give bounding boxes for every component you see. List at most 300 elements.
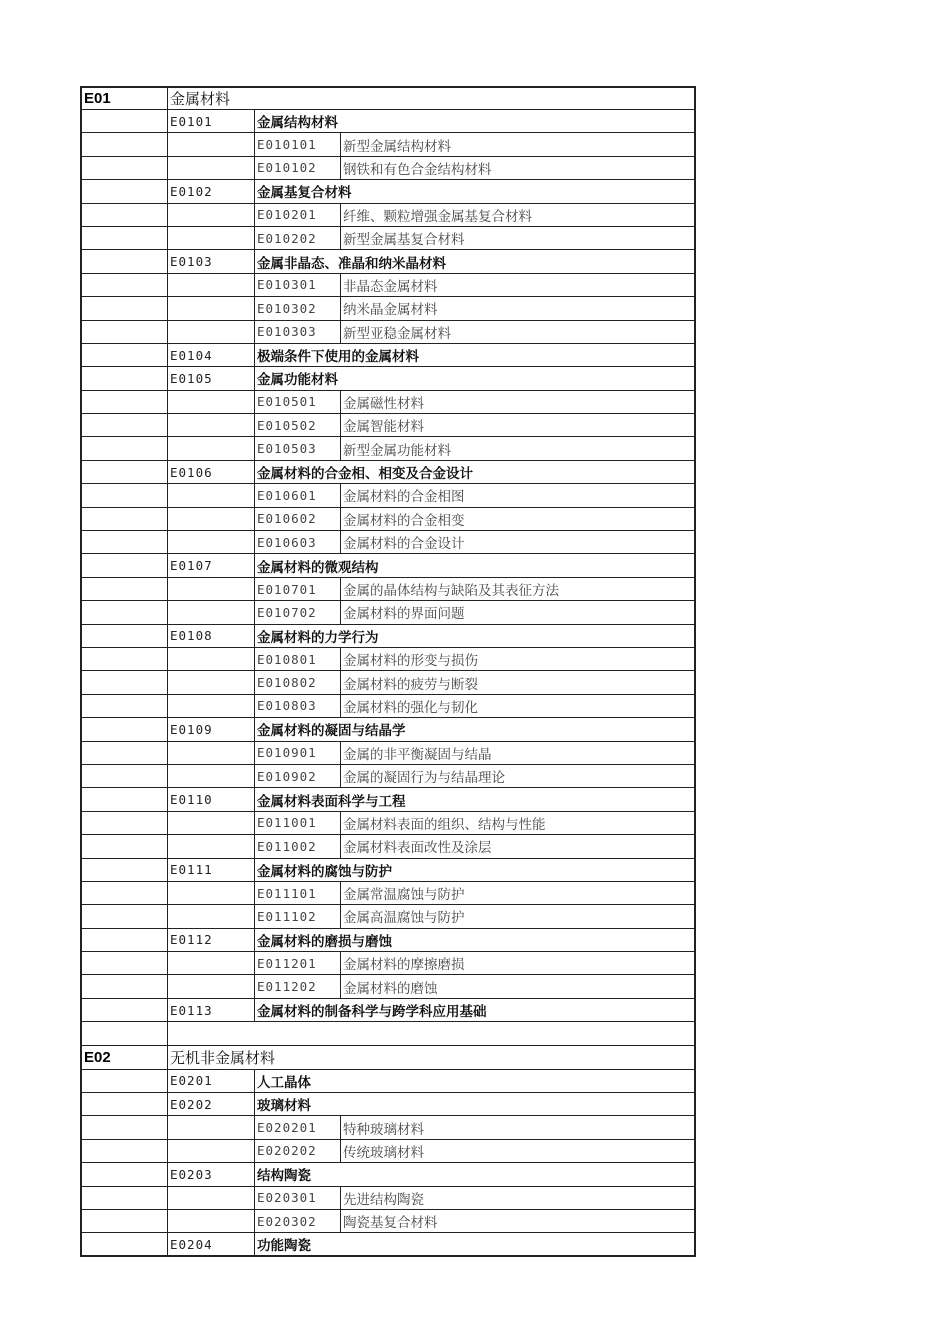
item-row <box>80 578 696 601</box>
subcategory-row <box>80 180 696 203</box>
empty-cell <box>167 157 254 179</box>
subcategory-row <box>80 929 696 952</box>
item-row <box>80 882 696 905</box>
item-code-cell-text: E011201 <box>257 955 317 971</box>
item-code-cell-text: E010101 <box>257 137 317 153</box>
item-title-cell-text: 先进结构陶瓷 <box>343 1191 424 1208</box>
item-title-cell <box>340 882 696 904</box>
empty-cell <box>167 227 254 249</box>
item-row <box>80 437 696 460</box>
empty-cell <box>80 1116 167 1138</box>
empty-cell <box>80 1022 167 1044</box>
item-title-cell <box>340 484 696 506</box>
item-code-cell-text: E010602 <box>257 511 317 527</box>
empty-cell <box>80 859 167 881</box>
blank-row <box>80 1022 696 1045</box>
item-title-cell-text: 金属材料表面的组织、结构与性能 <box>343 816 546 833</box>
item-title-cell <box>340 812 696 834</box>
empty-cell <box>167 671 254 693</box>
item-title-cell-text: 纳米晶金属材料 <box>343 302 438 319</box>
subcategory-code-cell <box>167 929 254 951</box>
item-row <box>80 742 696 765</box>
item-code-cell <box>254 321 340 343</box>
item-code-cell-text: E020302 <box>257 1213 317 1229</box>
subcategory-title-cell-text: 金属材料的力学行为 <box>257 629 379 646</box>
item-code-cell-text: E010301 <box>257 277 317 293</box>
item-title-cell-text: 新型金属功能材料 <box>343 442 451 459</box>
category-code-cell-text: E02 <box>84 1048 111 1066</box>
item-row <box>80 975 696 998</box>
item-row <box>80 1116 696 1139</box>
item-title-cell <box>340 742 696 764</box>
item-title-cell <box>340 765 696 787</box>
subcategory-row <box>80 999 696 1022</box>
item-code-cell <box>254 1116 340 1138</box>
subcategory-title-cell-text: 金属材料的微观结构 <box>257 559 379 576</box>
empty-cell <box>80 554 167 576</box>
item-code-cell <box>254 437 340 459</box>
item-title-cell-text: 金属材料的疲劳与断裂 <box>343 676 478 693</box>
empty-cell <box>80 461 167 483</box>
subcategory-row <box>80 859 696 882</box>
empty-cell <box>167 204 254 226</box>
item-row <box>80 648 696 671</box>
empty-cell <box>80 1187 167 1209</box>
subcategory-code-cell <box>167 110 254 132</box>
subcategory-code-cell <box>167 344 254 366</box>
item-code-cell <box>254 952 340 974</box>
subcategory-row <box>80 554 696 577</box>
subcategory-title-cell <box>254 180 696 202</box>
empty-cell <box>80 321 167 343</box>
item-title-cell <box>340 671 696 693</box>
empty-cell <box>80 1140 167 1162</box>
empty-cell <box>80 905 167 927</box>
subcategory-title-cell-text: 人工晶体 <box>257 1074 311 1091</box>
subcategory-title-cell-text: 金属结构材料 <box>257 115 338 132</box>
item-title-cell <box>340 1140 696 1162</box>
subcategory-title-cell <box>254 367 696 389</box>
item-row <box>80 484 696 507</box>
item-code-cell-text: E010503 <box>257 441 317 457</box>
empty-cell <box>80 367 167 389</box>
subcategory-row <box>80 788 696 811</box>
subcategory-title-cell <box>254 250 696 272</box>
item-title-cell-text: 金属的非平衡凝固与结晶 <box>343 746 492 763</box>
item-code-cell-text: E010803 <box>257 698 317 714</box>
empty-cell <box>80 1210 167 1232</box>
item-title-cell <box>340 1187 696 1209</box>
item-code-cell-text: E020202 <box>257 1143 317 1159</box>
empty-cell <box>80 344 167 366</box>
item-title-cell <box>340 508 696 530</box>
empty-cell <box>167 812 254 834</box>
subcategory-code-cell <box>167 1093 254 1115</box>
item-title-cell <box>340 531 696 553</box>
subcategory-title-cell-text: 功能陶瓷 <box>257 1238 311 1255</box>
subcategory-title-cell-text: 玻璃材料 <box>257 1098 311 1115</box>
item-code-cell-text: E010601 <box>257 487 317 503</box>
subcategory-code-cell-text: E0204 <box>170 1236 213 1252</box>
item-code-cell-text: E011101 <box>257 885 317 901</box>
item-row <box>80 812 696 835</box>
item-title-cell <box>340 297 696 319</box>
item-code-cell-text: E020301 <box>257 1190 317 1206</box>
category-title-cell-text: 金属材料 <box>170 90 231 108</box>
empty-cell <box>80 835 167 857</box>
item-title-cell <box>340 227 696 249</box>
item-title-cell <box>340 648 696 670</box>
item-code-cell <box>254 1187 340 1209</box>
item-title-cell-text: 纤维、颗粒增强金属基复合材料 <box>343 208 532 225</box>
subcategory-title-cell <box>254 999 696 1021</box>
empty-cell <box>80 765 167 787</box>
empty-cell <box>80 648 167 670</box>
empty-cell <box>80 1070 167 1092</box>
item-title-cell <box>340 975 696 997</box>
item-row <box>80 204 696 227</box>
empty-cell <box>167 391 254 413</box>
empty-cell <box>167 133 254 155</box>
category-code-cell <box>80 1046 167 1069</box>
subcategory-code-cell <box>167 554 254 576</box>
subcategory-title-cell-text: 金属材料的制备科学与跨学科应用基础 <box>257 1004 487 1021</box>
empty-cell <box>80 531 167 553</box>
subcategory-code-cell-text: E0102 <box>170 183 213 199</box>
item-code-cell <box>254 882 340 904</box>
item-code-cell-text: E010303 <box>257 324 317 340</box>
subcategory-title-cell <box>254 1233 696 1254</box>
item-title-cell <box>340 274 696 296</box>
item-title-cell-text: 新型金属结构材料 <box>343 138 451 155</box>
empty-cell <box>167 835 254 857</box>
item-code-cell <box>254 274 340 296</box>
item-code-cell <box>254 508 340 530</box>
item-title-cell-text: 金属材料的形变与损伤 <box>343 653 478 670</box>
empty-cell <box>167 765 254 787</box>
item-title-cell-text: 金属常温腐蚀与防护 <box>343 887 465 904</box>
item-row <box>80 905 696 928</box>
item-title-cell-text: 金属材料的磨蚀 <box>343 980 438 997</box>
item-code-cell <box>254 414 340 436</box>
subcategory-title-cell <box>254 929 696 951</box>
empty-cell <box>167 952 254 974</box>
subcategory-title-cell <box>254 344 696 366</box>
empty-cell <box>80 1093 167 1115</box>
item-title-cell-text: 金属高温腐蚀与防护 <box>343 910 465 927</box>
category-title-cell <box>167 88 696 109</box>
empty-cell <box>167 484 254 506</box>
item-title-cell-text: 金属材料的合金相图 <box>343 489 465 506</box>
item-title-cell <box>340 695 696 717</box>
subcategory-code-cell <box>167 625 254 647</box>
subcategory-row <box>80 461 696 484</box>
item-title-cell <box>340 1210 696 1232</box>
item-code-cell <box>254 835 340 857</box>
subcategory-code-cell-text: E0107 <box>170 558 213 574</box>
empty-cell <box>80 1163 167 1185</box>
item-title-cell-text: 金属材料的界面问题 <box>343 606 465 623</box>
empty-cell <box>80 882 167 904</box>
item-title-cell-text: 金属的凝固行为与结晶理论 <box>343 770 505 787</box>
item-title-cell-text: 金属磁性材料 <box>343 395 424 412</box>
subcategory-title-cell-text: 结构陶瓷 <box>257 1168 311 1185</box>
empty-cell <box>167 648 254 670</box>
item-row <box>80 952 696 975</box>
item-title-cell-text: 非晶态金属材料 <box>343 278 438 295</box>
item-code-cell <box>254 765 340 787</box>
subcategory-row <box>80 344 696 367</box>
item-row <box>80 601 696 624</box>
subcategory-title-cell <box>254 625 696 647</box>
category-code-cell-text: E01 <box>84 90 111 107</box>
subcategory-title-cell-text: 金属材料的合金相、相变及合金设计 <box>257 466 473 483</box>
subcategory-title-cell <box>254 554 696 576</box>
item-title-cell-text: 金属材料的合金设计 <box>343 536 465 553</box>
empty-cell <box>80 578 167 600</box>
subcategory-title-cell <box>254 1093 696 1115</box>
item-code-cell <box>254 695 340 717</box>
item-title-cell <box>340 321 696 343</box>
empty-cell <box>80 788 167 810</box>
empty-cell <box>80 297 167 319</box>
subcategory-code-cell-text: E0104 <box>170 347 213 363</box>
subcategory-code-cell-text: E0201 <box>170 1073 213 1089</box>
item-code-cell <box>254 204 340 226</box>
item-row <box>80 695 696 718</box>
item-title-cell <box>340 835 696 857</box>
item-title-cell-text: 金属的晶体结构与缺陷及其表征方法 <box>343 583 559 599</box>
empty-cell <box>167 1116 254 1138</box>
subcategory-code-cell <box>167 1163 254 1185</box>
item-row <box>80 835 696 858</box>
item-title-cell <box>340 414 696 436</box>
item-title-cell-text: 金属材料的强化与韧化 <box>343 699 478 716</box>
subcategory-code-cell <box>167 1070 254 1092</box>
subcategory-row <box>80 367 696 390</box>
item-title-cell <box>340 391 696 413</box>
item-code-cell <box>254 905 340 927</box>
empty-cell <box>167 437 254 459</box>
empty-cell <box>167 975 254 997</box>
subcategory-row <box>80 625 696 648</box>
item-title-cell-text: 陶瓷基复合材料 <box>343 1215 438 1232</box>
subcategory-code-cell <box>167 180 254 202</box>
empty-cell <box>80 391 167 413</box>
subcategory-code-cell <box>167 461 254 483</box>
category-title-cell <box>167 1046 696 1069</box>
item-code-cell <box>254 484 340 506</box>
subcategory-title-cell-text: 金属功能材料 <box>257 372 338 389</box>
item-code-cell-text: E011102 <box>257 908 317 924</box>
subcategory-code-cell-text: E0105 <box>170 370 213 386</box>
empty-cell <box>80 437 167 459</box>
empty-cell <box>167 297 254 319</box>
subcategory-title-cell <box>254 1070 696 1092</box>
subcategory-code-cell <box>167 788 254 810</box>
empty-cell <box>80 133 167 155</box>
item-code-cell <box>254 297 340 319</box>
empty-cell <box>80 180 167 202</box>
subcategory-row <box>80 718 696 741</box>
item-title-cell <box>340 1116 696 1138</box>
item-title-cell <box>340 905 696 927</box>
subcategory-code-cell <box>167 999 254 1021</box>
item-row <box>80 391 696 414</box>
item-code-cell-text: E010702 <box>257 604 317 620</box>
item-title-cell <box>340 204 696 226</box>
subcategory-title-cell-text: 金属材料的腐蚀与防护 <box>257 863 392 880</box>
subcategory-title-cell <box>254 110 696 132</box>
empty-cell <box>80 1233 167 1254</box>
item-code-cell <box>254 578 340 600</box>
empty-cell <box>80 204 167 226</box>
item-row <box>80 1210 696 1233</box>
empty-cell <box>80 110 167 132</box>
item-row <box>80 297 696 320</box>
empty-cell <box>80 812 167 834</box>
item-row <box>80 321 696 344</box>
subcategory-row <box>80 1093 696 1116</box>
empty-cell <box>80 929 167 951</box>
item-code-cell-text: E010502 <box>257 417 317 433</box>
empty-cell <box>167 508 254 530</box>
empty-cell <box>167 742 254 764</box>
item-title-cell-text: 金属智能材料 <box>343 419 424 436</box>
item-code-cell-text: E010603 <box>257 534 317 550</box>
item-code-cell <box>254 742 340 764</box>
subcategory-row <box>80 1070 696 1093</box>
item-title-cell-text: 新型亚稳金属材料 <box>343 325 451 342</box>
item-title-cell <box>340 952 696 974</box>
subcategory-code-cell <box>167 718 254 740</box>
empty-cell <box>80 484 167 506</box>
subcategory-title-cell <box>254 718 696 740</box>
empty-cell <box>167 1022 696 1044</box>
item-row <box>80 671 696 694</box>
item-title-cell <box>340 157 696 179</box>
subcategory-code-cell-text: E0111 <box>170 862 213 878</box>
subcategory-title-cell <box>254 859 696 881</box>
subcategory-code-cell-text: E0106 <box>170 464 213 480</box>
item-code-cell <box>254 227 340 249</box>
subcategory-row <box>80 1163 696 1186</box>
category-title-cell-text: 无机非金属材料 <box>170 1048 276 1067</box>
item-code-cell-text: E010801 <box>257 651 317 667</box>
item-code-cell <box>254 1140 340 1162</box>
empty-cell <box>167 882 254 904</box>
subcategory-code-cell-text: E0112 <box>170 932 213 948</box>
item-code-cell-text: E010902 <box>257 768 317 784</box>
item-code-cell-text: E011202 <box>257 979 317 995</box>
empty-cell <box>80 227 167 249</box>
empty-cell <box>167 414 254 436</box>
empty-cell <box>80 414 167 436</box>
item-code-cell <box>254 648 340 670</box>
empty-cell <box>167 274 254 296</box>
empty-cell <box>80 250 167 272</box>
subcategory-code-cell-text: E0109 <box>170 721 213 737</box>
subcategory-title-cell-text: 金属材料的磨损与磨蚀 <box>257 933 392 950</box>
item-title-cell <box>340 601 696 623</box>
subcategory-title-cell-text: 金属基复合材料 <box>257 185 352 202</box>
item-code-cell-text: E010701 <box>257 581 317 597</box>
empty-cell <box>80 274 167 296</box>
subcategory-title-cell <box>254 788 696 810</box>
subcategory-code-cell-text: E0101 <box>170 113 213 129</box>
item-row <box>80 765 696 788</box>
subcategory-code-cell-text: E0108 <box>170 628 213 644</box>
subcategory-code-cell-text: E0203 <box>170 1166 213 1182</box>
subcategory-title-cell-text: 金属材料表面科学与工程 <box>257 793 406 810</box>
item-title-cell-text: 新型金属基复合材料 <box>343 232 465 249</box>
item-title-cell-text: 特种玻璃材料 <box>343 1121 424 1138</box>
item-code-cell-text: E010302 <box>257 300 317 316</box>
item-row <box>80 227 696 250</box>
item-title-cell-text: 传统玻璃材料 <box>343 1144 424 1161</box>
item-code-cell <box>254 975 340 997</box>
empty-cell <box>80 157 167 179</box>
item-row <box>80 414 696 437</box>
item-title-cell <box>340 133 696 155</box>
empty-cell <box>80 975 167 997</box>
subcategory-title-cell-text: 金属非晶态、准晶和纳米晶材料 <box>257 255 446 272</box>
item-row <box>80 157 696 180</box>
subcategory-title-cell-text: 金属材料的凝固与结晶学 <box>257 723 406 740</box>
item-code-cell-text: E010102 <box>257 160 317 176</box>
subcategory-row <box>80 1233 696 1256</box>
item-code-cell <box>254 601 340 623</box>
item-row <box>80 508 696 531</box>
empty-cell <box>80 508 167 530</box>
item-code-cell <box>254 812 340 834</box>
empty-cell <box>167 905 254 927</box>
empty-cell <box>167 578 254 600</box>
empty-cell <box>167 601 254 623</box>
empty-cell <box>167 321 254 343</box>
category-code-cell <box>80 88 167 109</box>
item-row <box>80 531 696 554</box>
item-title-cell <box>340 578 696 600</box>
empty-cell <box>80 625 167 647</box>
empty-cell <box>80 718 167 740</box>
subcategory-code-cell-text: E0202 <box>170 1096 213 1112</box>
empty-cell <box>167 695 254 717</box>
empty-cell <box>80 601 167 623</box>
subcategory-title-cell <box>254 1163 696 1185</box>
item-title-cell-text: 金属材料的合金相变 <box>343 512 465 529</box>
subcategory-code-cell-text: E0113 <box>170 1002 213 1018</box>
subcategory-code-cell-text: E0110 <box>170 792 213 808</box>
empty-cell <box>80 742 167 764</box>
item-row <box>80 1140 696 1163</box>
subcategory-title-cell <box>254 461 696 483</box>
item-row <box>80 274 696 297</box>
item-code-cell-text: E011002 <box>257 838 317 854</box>
item-code-cell <box>254 157 340 179</box>
item-code-cell <box>254 671 340 693</box>
subcategory-code-cell <box>167 859 254 881</box>
item-code-cell-text: E010202 <box>257 230 317 246</box>
category-row <box>80 86 696 110</box>
empty-cell <box>167 1140 254 1162</box>
empty-cell <box>80 671 167 693</box>
subcategory-code-cell <box>167 1233 254 1254</box>
category-row <box>80 1046 696 1070</box>
item-code-cell-text: E010802 <box>257 675 317 691</box>
item-code-cell-text: E010501 <box>257 394 317 410</box>
empty-cell <box>80 952 167 974</box>
